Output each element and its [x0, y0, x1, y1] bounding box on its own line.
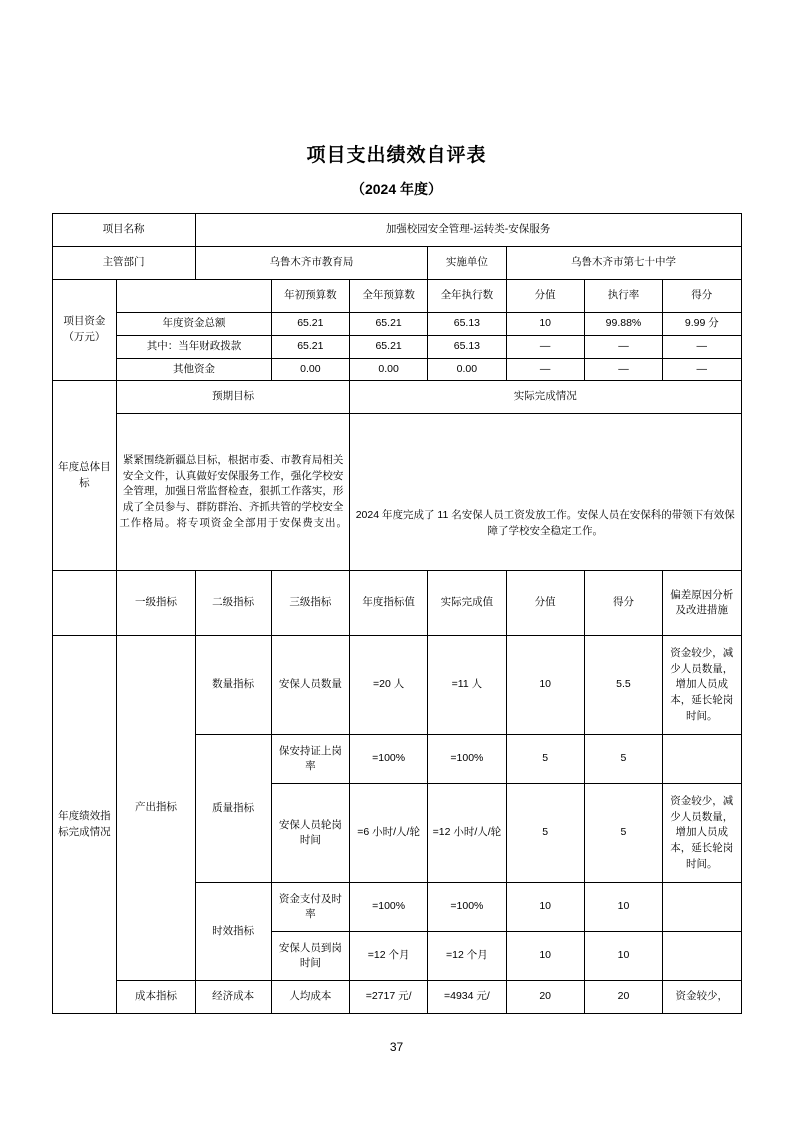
- indicator-target: =100%: [349, 735, 427, 784]
- funds-row-1-val-5: —: [663, 335, 741, 358]
- performance-self-assessment-table: [52, 213, 742, 1014]
- funds-row-1-val-1: 65.21: [349, 335, 427, 358]
- indicator-note: [663, 932, 741, 981]
- funds-row-2-val-2: 0.00: [428, 358, 506, 381]
- table-row-funds-fiscal: [52, 335, 741, 358]
- indicator-col-7: 偏差原因分析及改进措施: [663, 571, 741, 636]
- funds-row-0-val-0: 65.21: [271, 313, 349, 336]
- goals-row-label: 年度总体目标: [52, 381, 117, 571]
- indicator-col-4: 实际完成值: [428, 571, 506, 636]
- goals-actual-header: 实际完成情况: [349, 381, 741, 414]
- indicator-target: =12 个月: [349, 932, 427, 981]
- page-number: 37: [389, 1040, 404, 1054]
- indicator-level2-timeliness: 时效指标: [195, 883, 271, 981]
- table-row-goals-header: [52, 381, 741, 414]
- funds-row-0-val-3: 10: [506, 313, 584, 336]
- indicator-col-6: 得分: [584, 571, 662, 636]
- indicator-target: =100%: [349, 883, 427, 932]
- indicator-score: 5: [584, 735, 662, 784]
- dept-value: 乌鲁木齐市教育局: [195, 247, 428, 280]
- indicator-target: =20 人: [349, 636, 427, 735]
- indicator-actual: =4934 元/: [428, 981, 506, 1014]
- funds-row-1-name: 其中：当年财政拨款: [117, 335, 271, 358]
- project-name-value: 加强校园安全管理-运转类-安保服务: [195, 214, 741, 247]
- indicator-col-1: 二级指标: [195, 571, 271, 636]
- indicator-score-max: 5: [506, 784, 584, 883]
- funds-row-2-val-3: —: [506, 358, 584, 381]
- indicator-score: 10: [584, 883, 662, 932]
- indicator-score-max: 10: [506, 932, 584, 981]
- project-name-label: 项目名称: [52, 214, 195, 247]
- funds-unit-text: （万元）: [63, 331, 106, 344]
- indicator-note: [663, 735, 741, 784]
- dept-label: 主管部门: [52, 247, 195, 280]
- indicator-note: 资金较少，减少人员数量，增加人员成本，延长轮岗时间。: [663, 784, 741, 883]
- funds-col-4: 执行率: [584, 280, 662, 313]
- indicator-level1-output: 产出指标: [117, 636, 195, 981]
- table-row-goals-content: [52, 414, 741, 571]
- indicator-actual: =100%: [428, 883, 506, 932]
- funds-row-0-val-4: 99.88%: [584, 313, 662, 336]
- indicator-header-blank: [52, 571, 117, 636]
- funds-empty-corner: [117, 280, 271, 313]
- funds-row-1-val-4: —: [584, 335, 662, 358]
- indicator-target: =6 小时/人/轮: [349, 784, 427, 883]
- indicator-col-3: 年度指标值: [349, 571, 427, 636]
- funds-row-2-val-4: —: [584, 358, 662, 381]
- funds-col-2: 全年执行数: [428, 280, 506, 313]
- table-row-funds-other: [52, 358, 741, 381]
- indicator-level3: 保安持证上岗率: [271, 735, 349, 784]
- indicator-level2-quantity: 数量指标: [195, 636, 271, 735]
- funds-row-2-val-5: —: [663, 358, 741, 381]
- funds-row-1-val-3: —: [506, 335, 584, 358]
- funds-col-0: 年初预算数: [271, 280, 349, 313]
- table-row-funds-header: [52, 280, 741, 313]
- goals-actual-text: 2024 年度完成了 11 名安保人员工资发放工作。安保人员在安保科的带领下有效保障了学校安全稳定工作。: [349, 414, 741, 571]
- funds-col-5: 得分: [663, 280, 741, 313]
- funds-row-2-val-1: 0.00: [349, 358, 427, 381]
- unit-value: 乌鲁木齐市第七十中学: [506, 247, 741, 280]
- indicator-target: =2717 元/: [349, 981, 427, 1014]
- funds-col-3: 分值: [506, 280, 584, 313]
- indicator-score-max: 20: [506, 981, 584, 1014]
- indicator-actual: =12 个月: [428, 932, 506, 981]
- indicator-level2-quality: 质量指标: [195, 735, 271, 883]
- funds-row-2-val-0: 0.00: [271, 358, 349, 381]
- funds-row-0-name: 年度资金总额: [117, 313, 271, 336]
- goals-expected-header: 预期目标: [117, 381, 350, 414]
- indicator-level1-cost: 成本指标: [117, 981, 195, 1014]
- table-row-project-name: [52, 214, 741, 247]
- unit-label: 实施单位: [428, 247, 506, 280]
- indicator-level3: 安保人员到岗时间: [271, 932, 349, 981]
- table-row-indicator: [52, 636, 741, 735]
- table-row-indicator: [52, 981, 741, 1014]
- indicator-col-0: 一级指标: [117, 571, 195, 636]
- funds-label: [52, 280, 117, 381]
- indicator-score-max: 10: [506, 883, 584, 932]
- indicator-score: 10: [584, 932, 662, 981]
- indicators-row-label: 年度绩效指标完成情况: [52, 636, 117, 1014]
- goals-expected-text: 紧紧围绕新疆总目标，根据市委、市教育局相关安全文件，认真做好安保服务工作，强化学校安全管理，加强日常监督检查，狠抓工作落实，形成了全员参与、群防群治、齐抓共管的学校安全工作格局。将专项资金全部用于安保费支出。: [117, 414, 350, 571]
- funds-row-2-name: 其他资金: [117, 358, 271, 381]
- indicator-level3: 安保人员数量: [271, 636, 349, 735]
- table-row-funds-total: [52, 313, 741, 336]
- indicator-col-2: 三级指标: [271, 571, 349, 636]
- indicator-level2-economic: 经济成本: [195, 981, 271, 1014]
- indicator-score-max: 5: [506, 735, 584, 784]
- indicator-actual: =12 小时/人/轮: [428, 784, 506, 883]
- indicator-level3: 安保人员轮岗时间: [271, 784, 349, 883]
- indicator-score: 5.5: [584, 636, 662, 735]
- table-row-indicator-header: [52, 571, 741, 636]
- funds-col-1: 全年预算数: [349, 280, 427, 313]
- indicator-score-max: 10: [506, 636, 584, 735]
- indicator-score: 5: [584, 784, 662, 883]
- indicator-note: 资金较少，减少人员数量，增加人员成本，延长轮岗时间。: [663, 636, 741, 735]
- indicator-level3: 资金支付及时率: [271, 883, 349, 932]
- indicator-note: 资金较少，: [663, 981, 741, 1014]
- funds-row-1-val-0: 65.21: [271, 335, 349, 358]
- funds-row-0-val-2: 65.13: [428, 313, 506, 336]
- indicator-actual: =11 人: [428, 636, 506, 735]
- table-row-department: [52, 247, 741, 280]
- funds-row-0-val-1: 65.21: [349, 313, 427, 336]
- indicator-col-5: 分值: [506, 571, 584, 636]
- funds-label-text: 项目资金: [63, 315, 106, 328]
- funds-row-0-val-5: 9.99 分: [663, 313, 741, 336]
- page-title: 项目支出绩效自评表: [306, 145, 487, 166]
- indicator-score: 20: [584, 981, 662, 1014]
- funds-row-1-val-2: 65.13: [428, 335, 506, 358]
- indicator-actual: =100%: [428, 735, 506, 784]
- indicator-note: [663, 883, 741, 932]
- indicator-level3: 人均成本: [271, 981, 349, 1014]
- page-subtitle: （2024 年度）: [350, 181, 443, 197]
